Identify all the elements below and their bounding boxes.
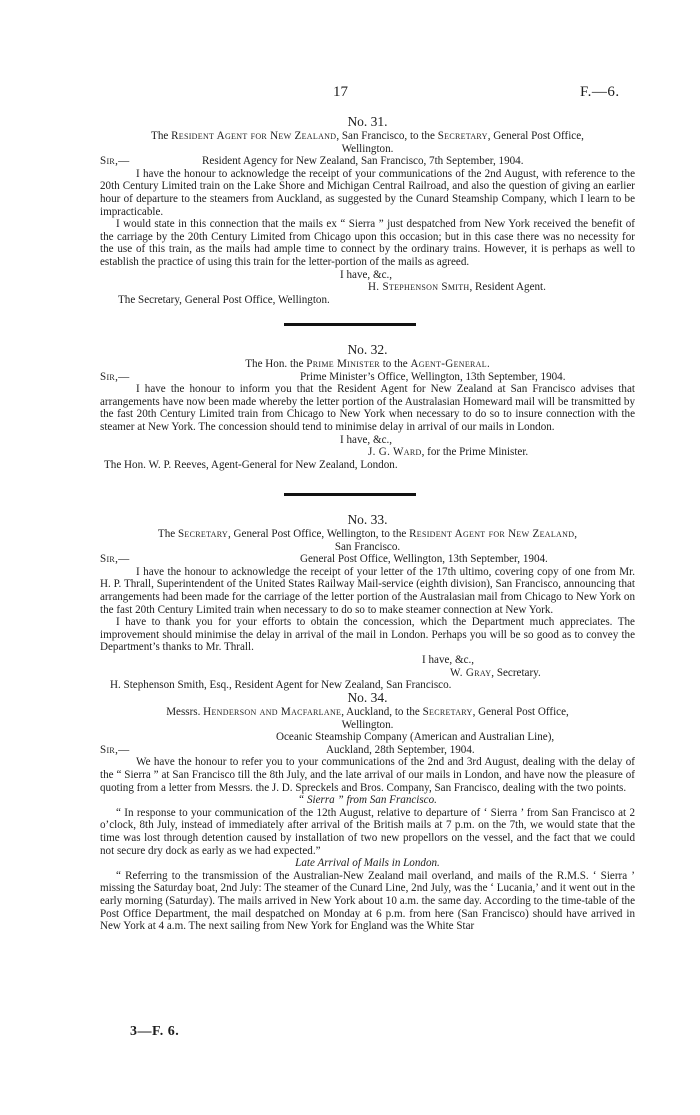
salutation: Sir,—	[100, 553, 130, 566]
sender-address: Resident Agency for New Zealand, San Francisco, 7th September, 1904.	[202, 155, 524, 168]
salutation-row	[100, 155, 635, 168]
salutation: Sir,—	[100, 743, 130, 756]
paragraph: I have the honour to acknowledge the receipt of your communications of the 2nd August, with reference to the 20th Century Limited train on the Lake Shore and Michigan Central Railroad, and also the question of giving an earlier hour of departure to the steamers from Auckland, as suggested by the Cunard Steamship Company, which I learn to be impracticable.	[100, 167, 635, 218]
paragraph: I have the honour to inform you that the Resident Agent for New Zealand at San Francisco advises that arrangements have now been made whereby the letter portion of the Australasian Homeward mail will be transmitted by the fast 20th Century Limited train from Chicago to New York when necessary to do so to insure connection with the steamer at New York. The concession should tend to minimise delay in arrival of our mails in London.	[100, 383, 635, 433]
addressee: The Hon. W. P. Reeves, Agent-General for New Zealand, London.	[104, 458, 398, 471]
letter-31	[100, 114, 635, 306]
letter-33	[100, 512, 635, 692]
paragraph: I have the honour to acknowledge the receipt of your letter of the 17th ultimo, covering copy of one from Mr. H. P. Thrall, Superintendent of the United States Railway Mail-service (eighth division), San Francisco, announcing that arrangements had been made for the carriage of the letter portion of the Australasian mail from Chicago to New York on the fast 20th Century Limited train when necessary to do so to make steamer connection at New York.	[100, 565, 635, 616]
closing: I have, &c.,	[340, 433, 393, 446]
sender-address-line: Oceanic Steamship Company (American and Australian Line),	[276, 731, 555, 744]
letter-heading: The Hon. the Prime Minister to the Agent-General.	[245, 358, 490, 370]
sheet-signature-mark: 3—F. 6.	[130, 1024, 180, 1039]
letter-number: No. 34.	[347, 690, 388, 705]
paper-reference: F.—6.	[580, 84, 620, 100]
paragraph: We have the honour to refer you to your communications of the 2nd and 3rd August, dealing with the delay of the “ Sierra ” at San Francisco till the 8th July, and the late arrival of our mails in London, and have now the pleasure of quoting from a letter from Messrs. the J. D. Spreckels and Bros. Company, San Francisco, dealing with the two points.	[100, 756, 635, 794]
section-rule	[284, 323, 416, 326]
salutation: Sir,—	[100, 155, 130, 168]
signature: J. G. Ward, for the Prime Minister.	[368, 446, 529, 459]
signature: W. Gray, Secretary.	[450, 666, 541, 679]
quoted-paragraph: “ In response to your communication of the 12th August, relative to departure of ‘ Sierra ’ from San Francisco at 2 o’clock, 8th July, instead of immediately after arrival of the British mails at 7 p.m. on the 7th, we would state that the time was lost through detention caused by installation of two new propellors on the vessel, and the fact that we could not secure dry dock as early as we had expected.”	[100, 806, 635, 857]
letter-number: No. 32.	[347, 342, 388, 357]
letter-number: No. 33.	[347, 512, 388, 527]
closing: I have, &c.,	[340, 268, 393, 281]
closing: I have, &c.,	[422, 653, 475, 666]
quoted-paragraph: “ Referring to the transmission of the Australian-New Zealand mail overland, and mails of the R.M.S. ‘ Sierra ’ missing the Saturday boat, 2nd July: The steamer of the Cunard Line, 2nd July, was the ‘ Lucania,’ and it went out in the early morning (Saturday). The mails arrived in New York about 10 a.m. the same day. According to the time-table of the Post Office Department, the mail despatched on Monday at 6 p.m. from here (San Francisco) should have arrived in New York at 4 a.m. The next sailing from New York for England was the White Star	[100, 869, 635, 933]
addressee: H. Stephenson Smith, Esq., Resident Agent for New Zealand, San Francisco.	[110, 679, 452, 692]
sender-address: General Post Office, Wellington, 13th September, 1904.	[300, 553, 548, 566]
letter-heading: The Resident Agent for New Zealand, San Francisco, to the Secretary, General Post Office, Wellington.	[151, 130, 584, 155]
salutation-row	[100, 553, 635, 566]
addressee: The Secretary, General Post Office, Wellington.	[118, 293, 330, 306]
letter-heading: The Secretary, General Post Office, Wellington, to the Resident Agent for New Zealand, San Francisco.	[157, 528, 578, 553]
salutation-row	[100, 744, 635, 757]
letter-32	[100, 342, 635, 471]
section-rule	[284, 493, 416, 496]
sender-address: Prime Minister’s Office, Wellington, 13th September, 1904.	[300, 370, 566, 383]
subheading: “ Sierra ” from San Francisco.	[298, 794, 437, 807]
paragraph: I have to thank you for your efforts to obtain the concession, which the Department much appreciates. The improvement should minimise the delay in arrival of the mail in London. Perhaps you will be so good as to convey the Department’s thanks to Mr. Thrall.	[100, 616, 635, 654]
page-number: 17	[333, 84, 348, 100]
salutation: Sir,—	[100, 370, 130, 383]
letter-34	[100, 690, 635, 933]
signature: H. Stephenson Smith, Resident Agent.	[368, 281, 546, 294]
salutation-row	[100, 371, 635, 384]
letter-heading: Messrs. Henderson and Macfarlane, Auckland, to the Secretary, General Post Office, Wellington.	[166, 706, 569, 731]
letter-number: No. 31.	[347, 114, 388, 129]
paragraph: I would state in this connection that the mails ex “ Sierra ” just despatched from New York received the benefit of the carriage by the 20th Century Limited from Chicago upon this occasion; but in this case there was no necessity for the use of this train, as the mails had ample time to connect by the ordinary trains. However, it is perhaps as well to establish the practice of using this train for the letter-portion of the mails as agreed.	[100, 218, 635, 268]
sender-address-line: Auckland, 28th September, 1904.	[326, 743, 475, 756]
subheading: Late Arrival of Mails in London.	[295, 857, 440, 870]
page-header	[0, 84, 700, 104]
